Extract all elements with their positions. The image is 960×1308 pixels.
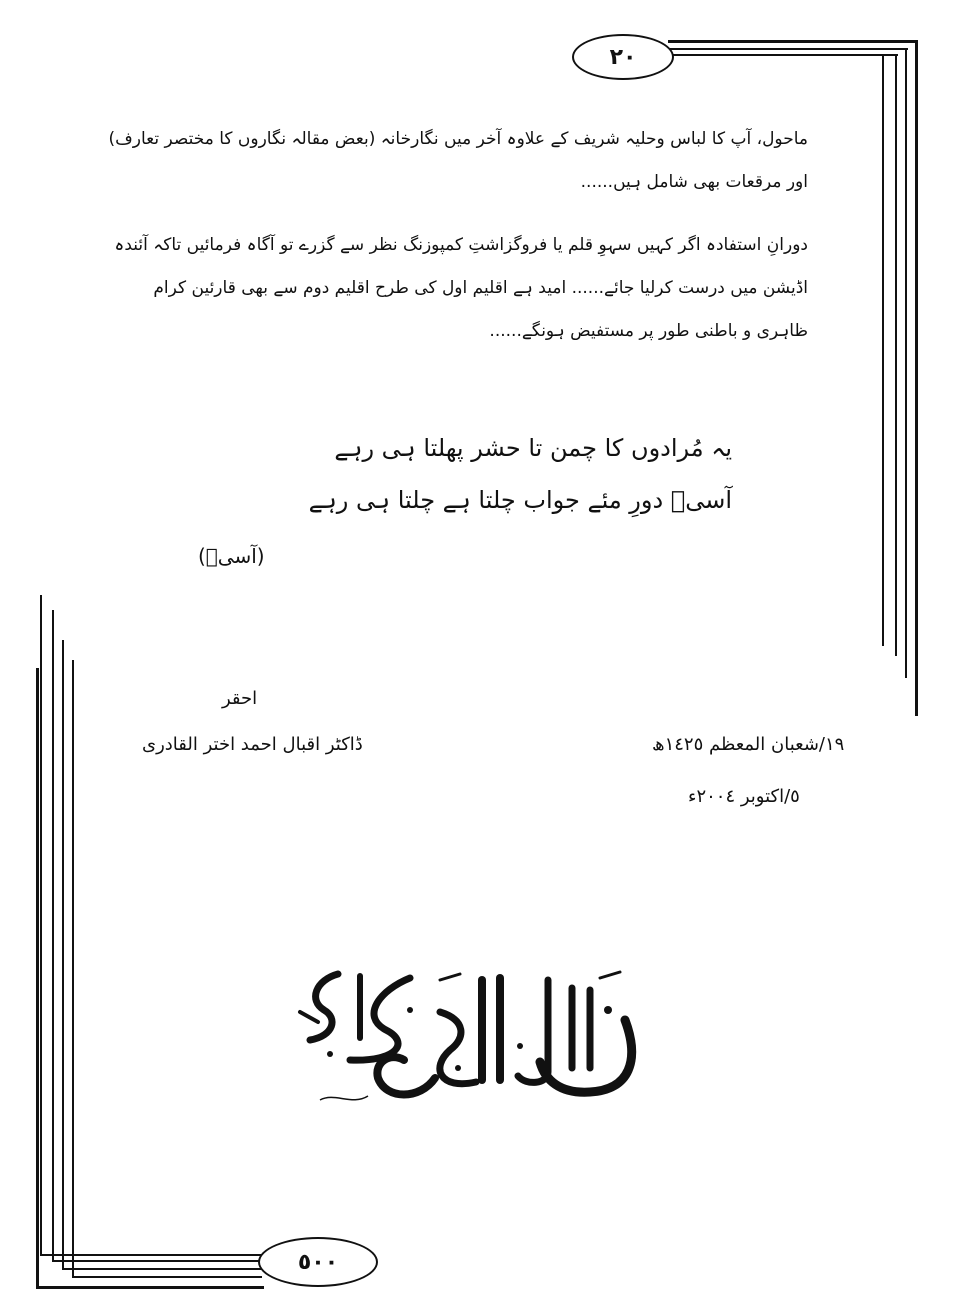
author-name: ڈاکٹر اقبال احمد اختر القادری <box>142 734 363 755</box>
footer-page-number: ٥٠٠ <box>258 1237 378 1287</box>
closing-paragraph <box>98 224 808 353</box>
frame-right-inner-3 <box>882 56 884 646</box>
verse-line-1: یہ مُرادوں کا چمن تا حشر پھلتا ہی رہے <box>334 434 732 462</box>
gregorian-date: ٥/اکتوبر ٢٠٠٤ء <box>688 786 800 807</box>
verse-attribution: (آسیؔ) <box>198 544 265 568</box>
frame-bottom-1 <box>40 1254 262 1256</box>
frame-top-inner-2 <box>668 54 898 56</box>
frame-right-outer <box>915 40 918 716</box>
frame-left-4 <box>72 660 74 1276</box>
header-page-number: ٢٠ <box>572 34 674 80</box>
frame-bottom-2 <box>52 1260 262 1262</box>
frame-top-inner <box>668 48 908 50</box>
frame-right-inner <box>905 48 907 678</box>
frame-left-2 <box>52 610 54 1260</box>
signature-label: احقر <box>222 688 258 709</box>
intro-paragraph <box>98 118 808 204</box>
frame-right-inner-2 <box>895 54 897 656</box>
frame-left-1 <box>40 595 42 1255</box>
frame-left-3 <box>62 640 64 1270</box>
frame-left-outer <box>36 668 39 1288</box>
frame-bottom-3 <box>62 1268 262 1270</box>
verse-line-2: آسیؔ دورِ مئے جواب چلتا ہے چلتا ہی رہے <box>308 486 732 514</box>
hijri-date: ١٩/شعبان المعظم ١٤٢٥ھ <box>652 734 845 755</box>
paragraph-line-group-2: دورانِ استفادہ اگر کہیں سہوِ قلم یا فروگزاشتِ کمپوزنگ نظر سے گزرے تو آگاہ فرمائیں تاکہ آئندہ اڈیشن میں درست کرلیا جائے...... امید ہے اقلیم اول کی طرح اقلیم دوم سے بھی قارئین کرام ظاہری و باطنی طور پر مستفیض ہونگے...... <box>114 235 808 341</box>
frame-bottom-4 <box>72 1276 262 1278</box>
frame-top-outer <box>668 40 918 43</box>
calligraphy-subhanallah-image <box>290 950 660 1120</box>
frame-bottom-outer <box>36 1286 264 1289</box>
paragraph-line-group: ماحول، آپ کا لباس وحلیہ شریف کے علاوہ آخر میں نگارخانہ (بعض مقالہ نگاروں کا مختصر تعارف) اور مرقعات بھی شامل ہیں...... <box>108 129 808 192</box>
